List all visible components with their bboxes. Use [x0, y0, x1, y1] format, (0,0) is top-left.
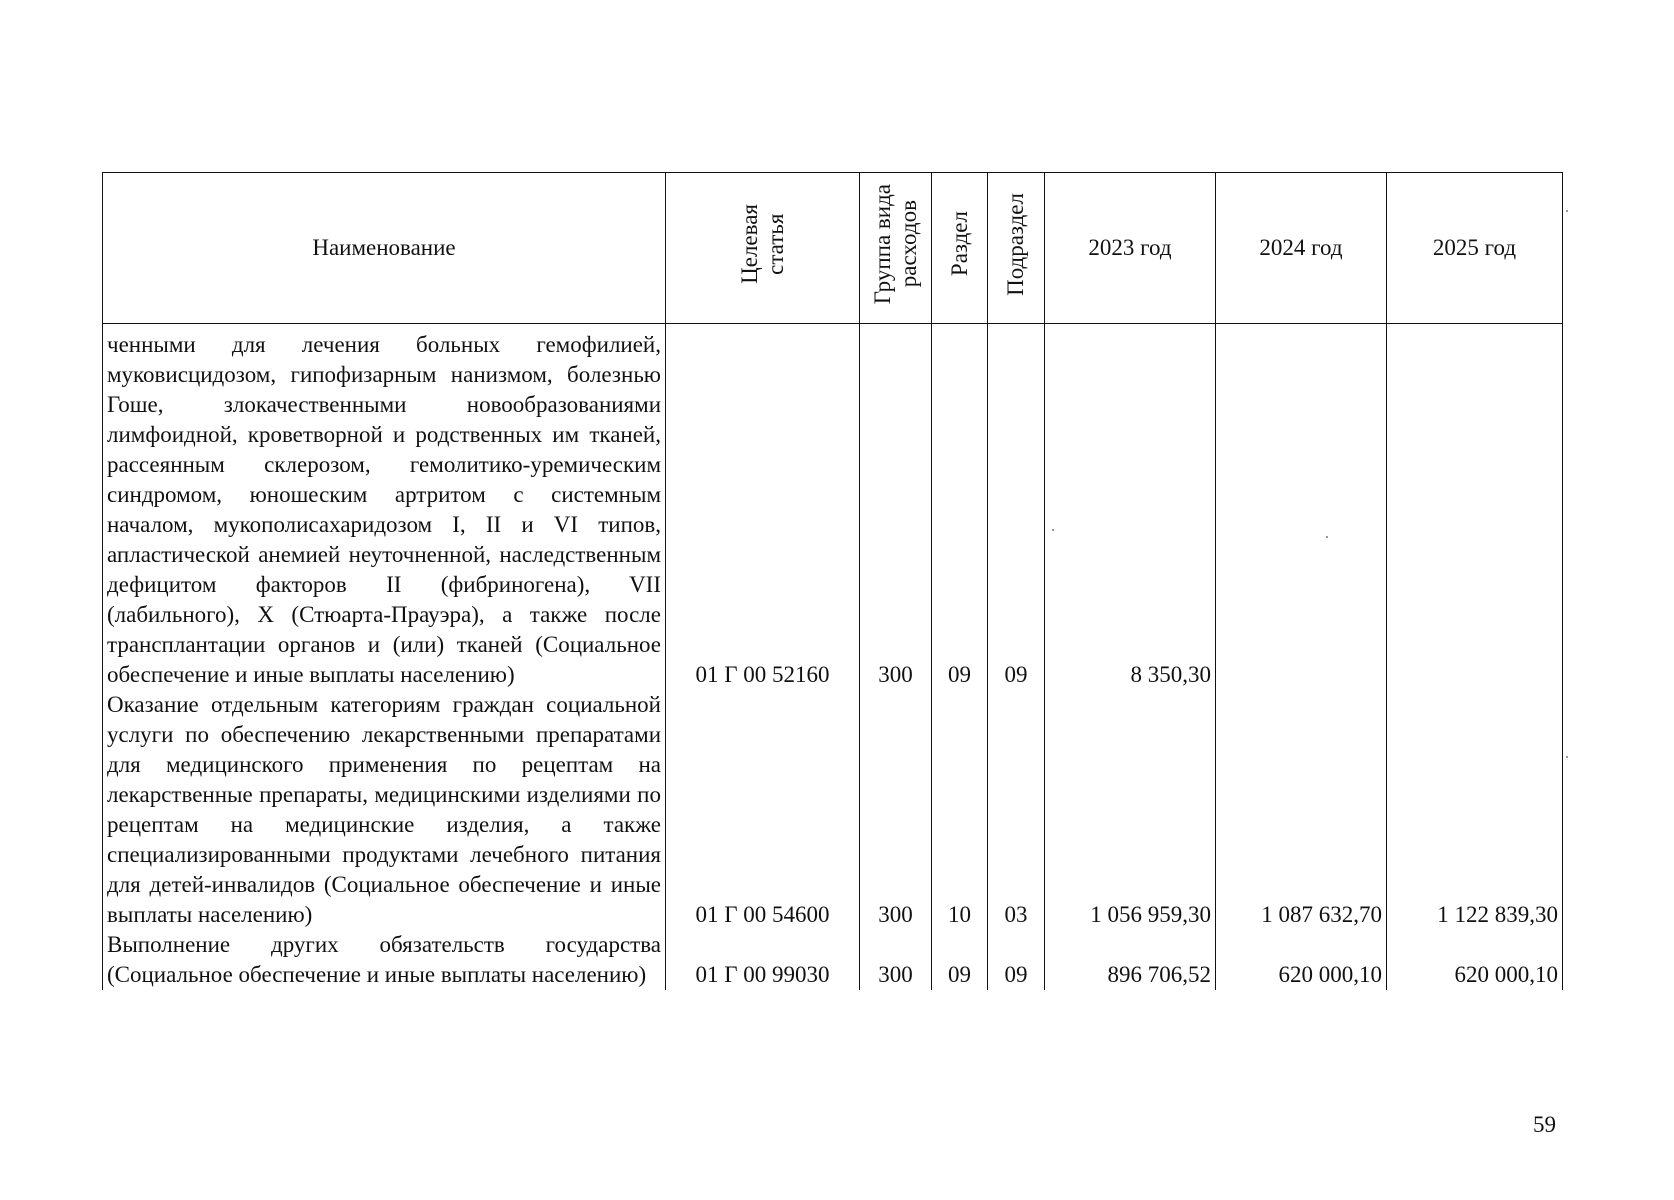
row-target-article: 01 Г 00 54600	[666, 690, 860, 930]
row-2024: 1 087 632,70	[1216, 690, 1387, 930]
table-row	[103, 930, 1563, 990]
row-2024	[1216, 324, 1387, 691]
scan-speck	[1052, 529, 1054, 531]
row-name: Оказание отдельным категориям граждан социальной услуги по обеспечению лекарственными препаратами для медицинского применения по рецептам на лекарственные препараты, медицинскими изделиями по рецептам на медицинские изделия, а также специализированными продуктами лечебного питания для детей-инвалидов (Социальное обеспечение и иные выплаты населению)	[103, 690, 666, 930]
row-2025: 1 122 839,30	[1387, 690, 1563, 930]
page-number: 59	[1533, 1112, 1556, 1137]
header-target-article: Целевая статья	[666, 173, 860, 324]
header-name: Наименование	[103, 173, 666, 324]
scan-speck	[1326, 536, 1328, 538]
row-target-article: 01 Г 00 99030	[666, 930, 860, 990]
row-2023: 1 056 959,30	[1045, 690, 1216, 930]
row-name: ченными для лечения больных гемофилией, муковисцидозом, гипофизарным нанизмом, болезнью Гоше, злокачественными новообразованиями лимфоидной, кроветворной и родственных им тканей, рассеянным склерозом, гемолитико-уремическим синдромом, юношеским артритом с системным началом, мукополисахаридозом I, II и VI типов, апластической анемией неуточненной, наследственным дефицитом факторов II (фибриногена), VII (лабильного), X (Стюарта-Прауэра), а также после трансплантации органов и (или) тканей (Социальное обеспечение и иные выплаты населению)	[103, 324, 666, 691]
row-section: 10	[932, 690, 988, 930]
table-header-row	[103, 173, 1563, 324]
row-target-article: 01 Г 00 52160	[666, 324, 860, 691]
table-row	[103, 690, 1563, 930]
header-expense-group: Группа вида расходов	[860, 173, 932, 324]
header-2023: 2023 год	[1045, 173, 1216, 324]
header-subsection: Подраздел	[988, 173, 1045, 324]
header-2024: 2024 год	[1216, 173, 1387, 324]
row-2023: 896 706,52	[1045, 930, 1216, 990]
row-expense-group: 300	[860, 324, 932, 691]
budget-table	[102, 172, 1563, 990]
header-section: Раздел	[932, 173, 988, 324]
scan-speck	[1566, 210, 1568, 212]
row-expense-group: 300	[860, 690, 932, 930]
row-name: Выполнение других обязательств государства (Социальное обеспечение и иные выплаты населению)	[103, 930, 666, 990]
row-subsection: 03	[988, 690, 1045, 930]
row-subsection: 09	[988, 324, 1045, 691]
row-section: 09	[932, 324, 988, 691]
row-2025	[1387, 324, 1563, 691]
row-2024: 620 000,10	[1216, 930, 1387, 990]
row-section: 09	[932, 930, 988, 990]
row-2023: 8 350,30	[1045, 324, 1216, 691]
row-2025: 620 000,10	[1387, 930, 1563, 990]
header-2025: 2025 год	[1387, 173, 1563, 324]
scan-speck	[1566, 756, 1568, 758]
row-expense-group: 300	[860, 930, 932, 990]
table-row	[103, 324, 1563, 691]
row-subsection: 09	[988, 930, 1045, 990]
